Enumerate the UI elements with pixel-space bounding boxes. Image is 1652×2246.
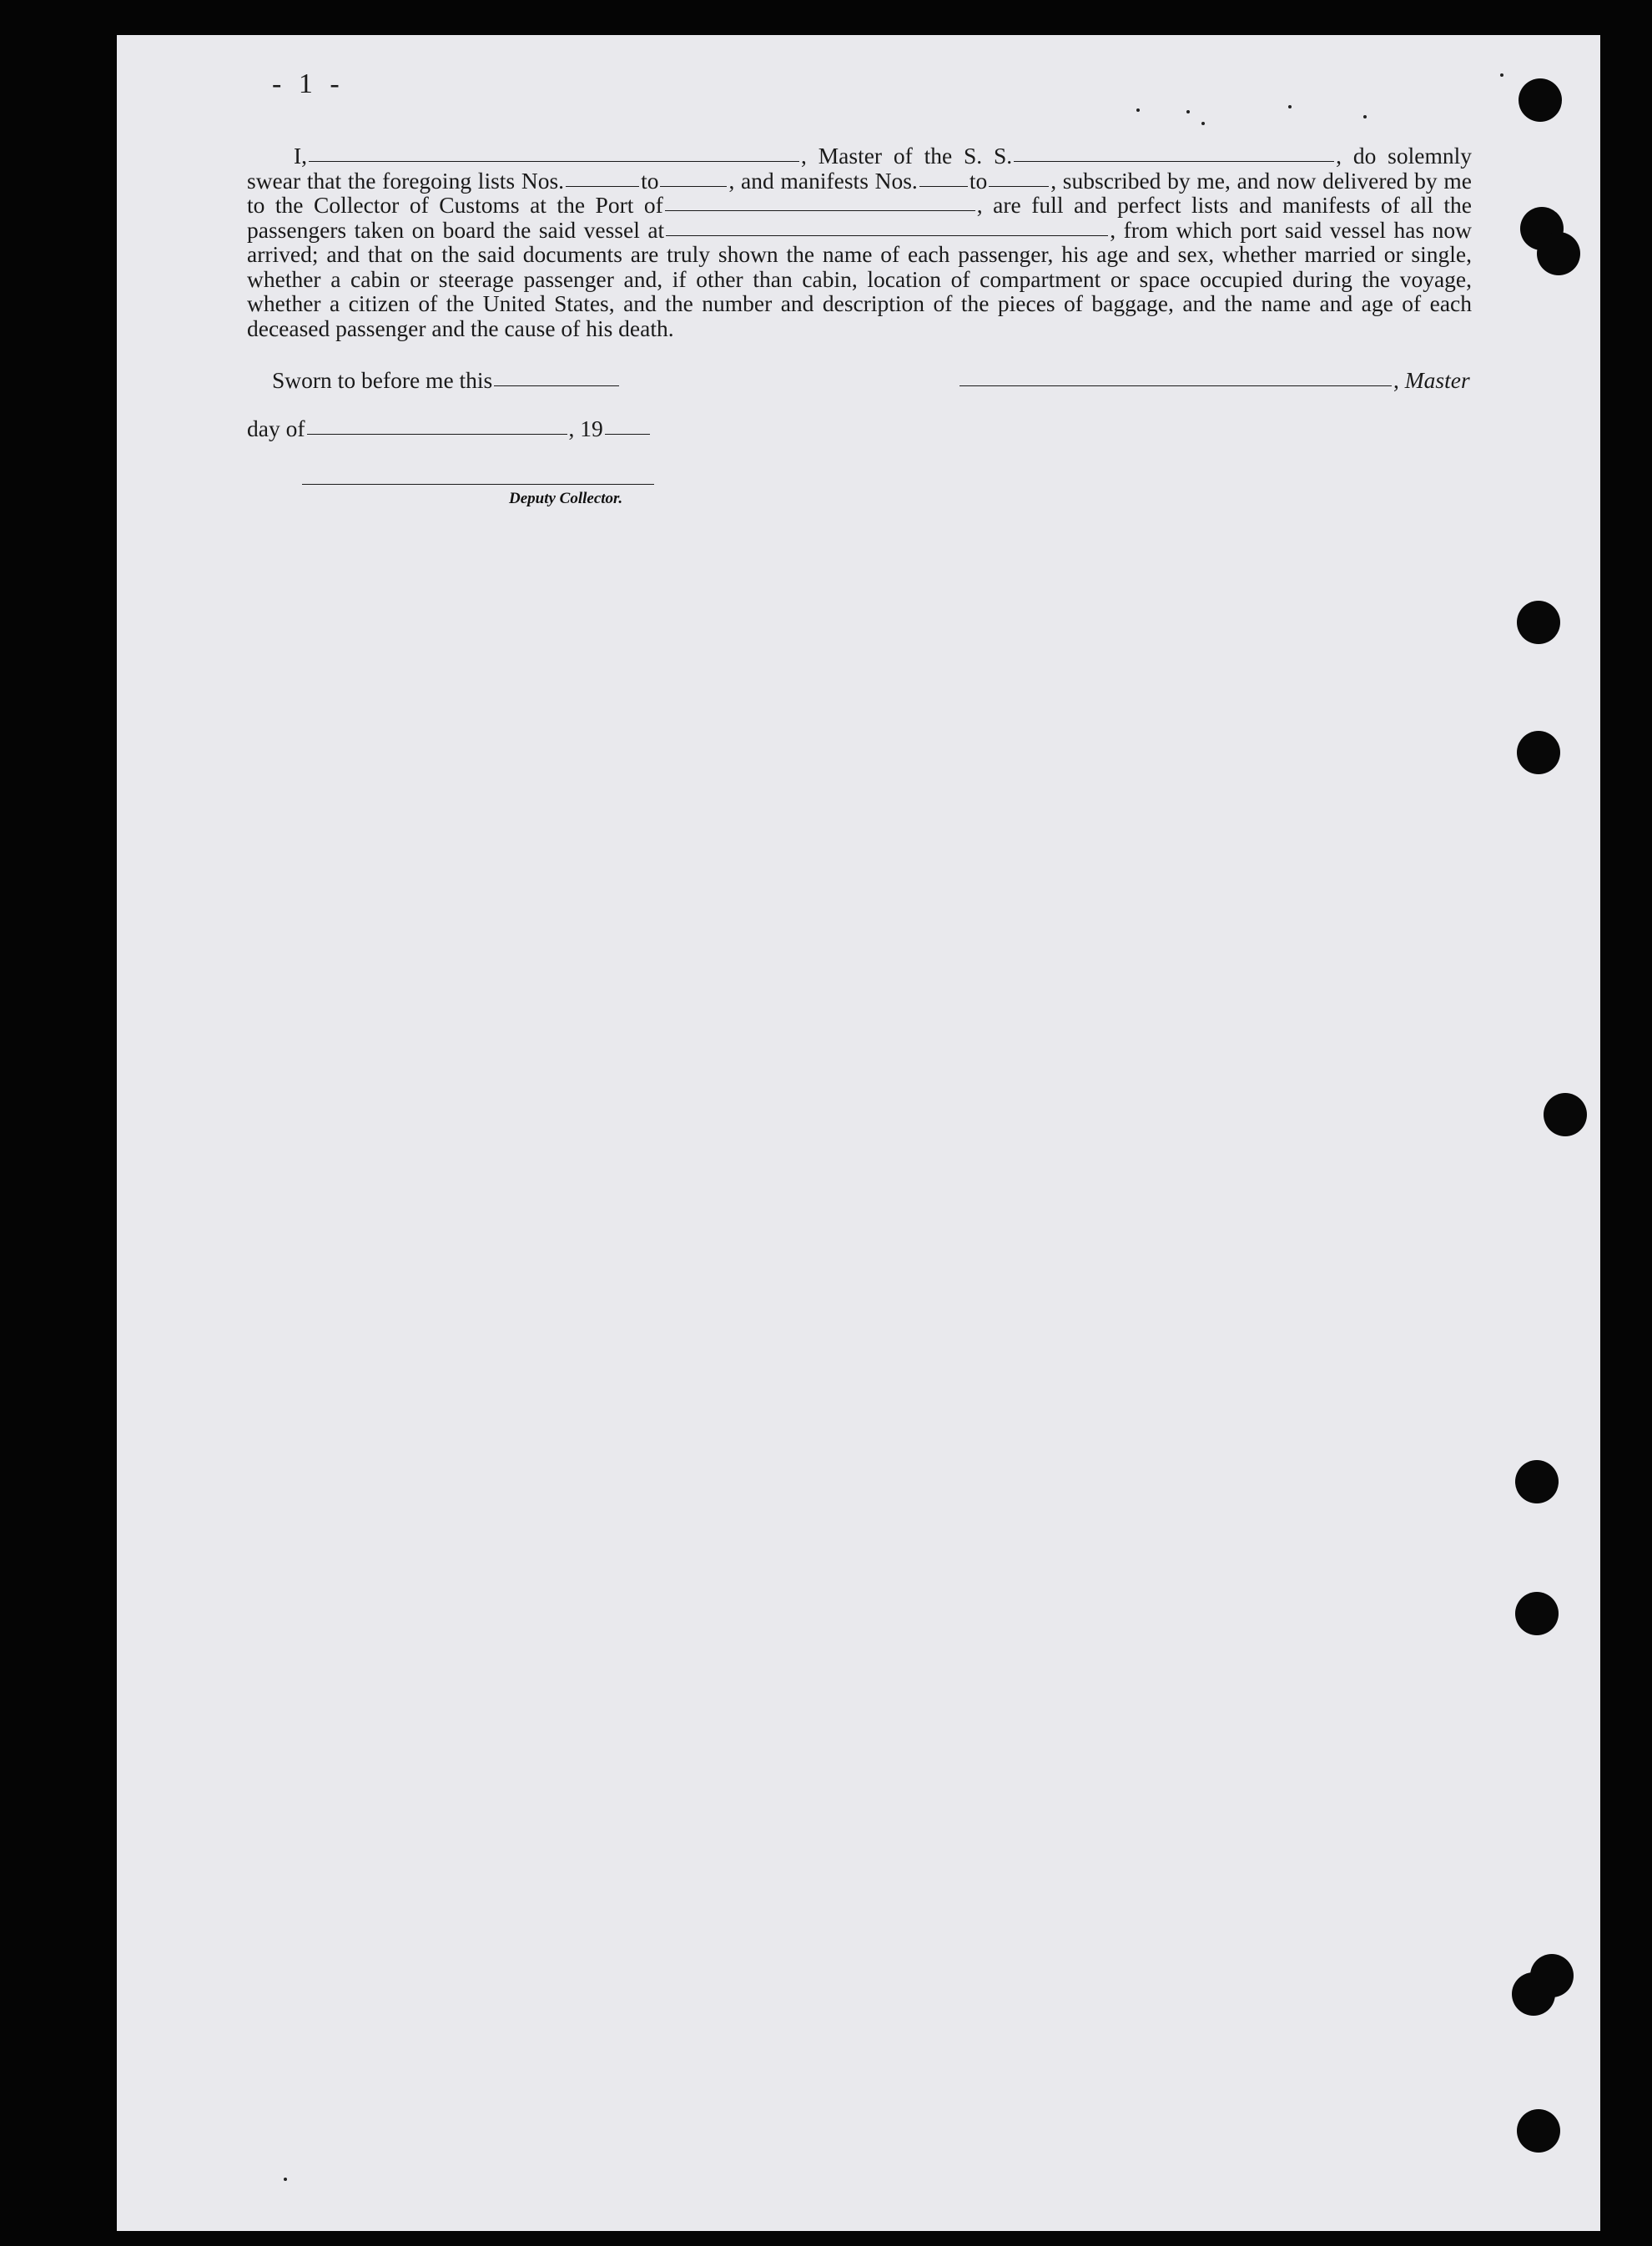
punch-hole [1544,1093,1587,1136]
oath-do-solemnly: , do solemnly swear that the foregoing lists Nos. [247,143,1472,194]
ink-speck [1288,105,1292,108]
day-of-label: day of [247,415,305,441]
day-line [247,415,652,442]
departure-port-field[interactable] [666,234,1108,236]
punch-hole [1537,232,1580,275]
master-signature-field[interactable] [959,385,1392,386]
punch-hole [1517,731,1560,774]
year-field[interactable] [605,433,650,435]
deputy-signature-line[interactable] [302,484,654,485]
punch-hole [1517,601,1560,644]
ink-speck [1363,115,1367,118]
master-name-field[interactable] [309,160,799,162]
master-comma: , [1393,367,1399,393]
manifests-to-field[interactable] [989,185,1049,187]
punch-hole [1512,1972,1555,2016]
sworn-line [272,367,621,394]
sworn-day-field[interactable] [494,385,619,386]
ink-speck [1201,122,1205,125]
master-label: Master [1404,367,1470,393]
sworn-before-label: Sworn to before me this [272,367,493,393]
vessel-name-field[interactable] [1014,160,1334,162]
ink-speck [1186,110,1190,113]
oath-manifests-nos: , and manifests Nos. [728,167,918,194]
punch-hole [1519,78,1562,122]
oath-master-of-ss: , Master of the S. S. [801,143,1013,169]
deputy-collector-label: Deputy Collector. [509,490,623,507]
page-number: - 1 - [272,68,345,99]
master-signature-line [958,367,1470,394]
port-field[interactable] [665,209,975,211]
ink-speck [284,2178,287,2181]
month-field[interactable] [307,433,567,435]
ink-speck [1136,108,1140,112]
oath-intro: I, [294,143,308,169]
ink-speck [1500,73,1503,77]
oath-to-2: to [969,167,988,194]
year-prefix: , 19 [568,415,603,441]
oath-subscribed: , subscribed by me, and now delivered by me to the Collector of Customs at the Port of [247,167,1472,218]
punch-hole [1515,1460,1559,1503]
lists-to-field[interactable] [660,185,727,187]
manifests-from-field[interactable] [919,185,968,187]
document-page [117,35,1600,2231]
punch-hole [1517,2109,1560,2153]
oath-closing: , from which port said vessel has now arrived; and that on the said documents are truly shown the name of each passenger, his age and sex, whether married or single, whether a cabin or steerage passenger and, if other than cabin, location of compartment or space occupied during the voyage, whether a citizen of the United States, and the number and description of the pieces of baggage, and the name and age of each deceased passenger and the cause of his death. [247,216,1473,341]
lists-from-field[interactable] [566,185,639,187]
punch-hole [1515,1592,1559,1635]
oath-to-1: to [641,167,659,194]
oath-full-perfect: , are full and perfect lists and manifests of all the passengers taken on board the said vessel at [247,192,1472,243]
oath-paragraph [247,144,1472,340]
